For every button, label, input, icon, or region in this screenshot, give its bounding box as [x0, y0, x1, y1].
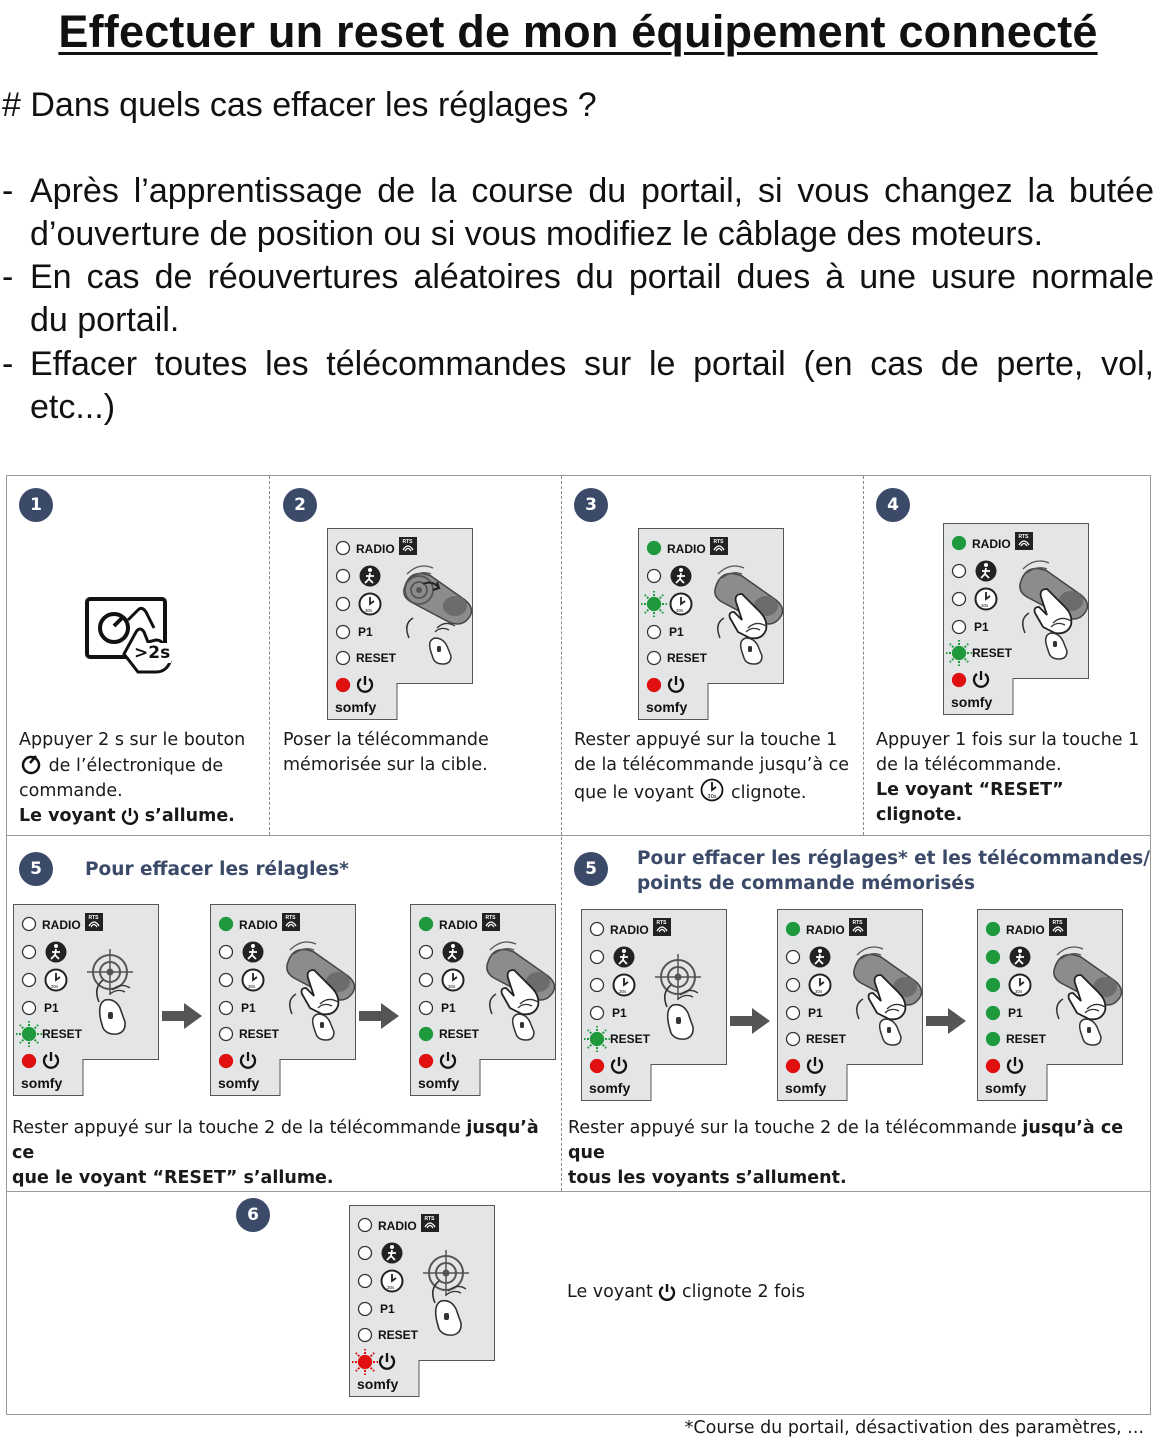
radio-label: RADIO — [378, 1219, 417, 1233]
timer-icon — [360, 594, 381, 615]
svg-text:RTS: RTS — [485, 915, 496, 921]
divider — [561, 476, 562, 1191]
svg-text:30s: 30s — [1015, 989, 1023, 994]
bullet-2-line-1: - En cas de réouvertures aléatoires du portail dues à une usure normale — [2, 258, 1154, 296]
reset-label: RESET — [378, 1328, 419, 1342]
radio-label: RADIO — [806, 923, 845, 937]
pedestrian-icon — [382, 1243, 403, 1264]
indicator-led — [359, 1303, 372, 1316]
step-4-caption: Appuyer 1 fois sur la touche 1 de la télécommande. Le voyant “RESET” clignote. — [876, 730, 1140, 825]
timer-icon — [810, 975, 831, 996]
indicator-led — [648, 598, 661, 611]
indicator-led — [220, 1002, 233, 1015]
indicator-led — [337, 542, 350, 555]
pedestrian-icon — [614, 947, 635, 968]
rts-logo — [85, 913, 103, 931]
indicator-led — [23, 918, 36, 931]
somfy-logo: somfy — [218, 1075, 260, 1091]
step-6-badge: 6 — [236, 1198, 270, 1232]
divider — [6, 1191, 1151, 1192]
rts-logo — [849, 918, 867, 936]
indicator-led — [787, 979, 800, 992]
control-panel-illustration — [638, 528, 784, 720]
indicator-led — [420, 1028, 433, 1041]
indicator-led — [337, 570, 350, 583]
indicator-led — [337, 652, 350, 665]
step-5a-heading: Pour effacer les rélagles* — [85, 859, 349, 880]
radio-label: RADIO — [972, 537, 1011, 551]
indicator-led — [220, 946, 233, 959]
reset-label: RESET — [356, 651, 397, 665]
timer-icon — [382, 1271, 403, 1292]
indicator-led — [648, 679, 661, 692]
power-icon — [658, 1283, 676, 1301]
step-5a-caption: Rester appuyé sur la touche 2 de la télécommande jusqu’à ce que le voyant “RESET” s’allume. — [12, 1118, 539, 1188]
indicator-led — [23, 1002, 36, 1015]
reset-label: RESET — [439, 1027, 480, 1041]
step-1-badge: 1 — [19, 488, 53, 522]
p1-label: P1 — [441, 1001, 456, 1015]
rts-logo — [482, 913, 500, 931]
divider — [6, 835, 1151, 836]
indicator-led — [953, 537, 966, 550]
p1-label: P1 — [612, 1006, 627, 1020]
indicator-led — [987, 951, 1000, 964]
indicator-led — [591, 1060, 604, 1073]
footnote: *Course du portail, désactivation des paramètres, ... — [684, 1418, 1144, 1438]
indicator-led — [420, 1002, 433, 1015]
indicator-led — [987, 1060, 1000, 1073]
divider — [863, 476, 864, 835]
indicator-led — [787, 1033, 800, 1046]
step-2-badge: 2 — [283, 488, 317, 522]
duration-badge: >2s — [134, 643, 171, 663]
reset-label: RESET — [610, 1032, 651, 1046]
reset-button-icon — [19, 753, 43, 775]
svg-text:RTS: RTS — [424, 1216, 435, 1222]
bullet-1-line-2: d’ouverture de position ou si vous modifiez le câblage des moteurs. — [30, 215, 1044, 253]
indicator-led — [787, 923, 800, 936]
p1-label: P1 — [241, 1001, 256, 1015]
arrow-right-icon — [162, 1003, 202, 1029]
p1-label: P1 — [1008, 1006, 1023, 1020]
pedestrian-icon — [243, 942, 264, 963]
svg-text:RTS: RTS — [713, 539, 724, 545]
timer-icon — [443, 970, 464, 991]
control-panel-illustration — [943, 523, 1089, 715]
indicator-led — [591, 951, 604, 964]
indicator-led — [648, 652, 661, 665]
step-4-badge: 4 — [876, 488, 910, 522]
indicator-led — [359, 1275, 372, 1288]
timer-icon — [1010, 975, 1031, 996]
indicator-led — [359, 1247, 372, 1260]
reset-label: RESET — [1006, 1032, 1047, 1046]
step-5b-heading: Pour effacer les réglages* et les télécommandes/ points de commande mémorisés — [637, 848, 1150, 894]
indicator-led — [359, 1219, 372, 1232]
indicator-led — [359, 1329, 372, 1342]
indicator-led — [953, 674, 966, 687]
somfy-logo: somfy — [646, 699, 688, 715]
rts-logo — [1015, 532, 1033, 550]
indicator-led — [987, 1033, 1000, 1046]
indicator-led — [420, 946, 433, 959]
radio-label: RADIO — [667, 542, 706, 556]
timer-icon — [243, 970, 264, 991]
svg-text:RTS: RTS — [1018, 534, 1029, 540]
svg-text:30s: 30s — [619, 989, 627, 994]
p1-label: P1 — [44, 1001, 59, 1015]
somfy-logo: somfy — [418, 1075, 460, 1091]
control-panel-illustration — [327, 528, 473, 720]
step-5b-caption: Rester appuyé sur la touche 2 de la télécommande jusqu’à ce que tous les voyants s’allument. — [568, 1118, 1124, 1188]
svg-text:30s: 30s — [248, 984, 256, 989]
indicator-led — [420, 974, 433, 987]
somfy-logo: somfy — [951, 694, 993, 710]
p1-label: P1 — [358, 625, 373, 639]
power-icon — [121, 807, 139, 825]
indicator-led — [420, 1055, 433, 1068]
radio-label: RADIO — [439, 918, 478, 932]
radio-label: RADIO — [356, 542, 395, 556]
button-press-icon — [84, 596, 180, 676]
somfy-logo: somfy — [21, 1075, 63, 1091]
indicator-led — [648, 626, 661, 639]
indicator-led — [420, 918, 433, 931]
somfy-logo: somfy — [785, 1080, 827, 1096]
control-panel-illustration — [210, 904, 356, 1096]
timer-icon — [46, 970, 67, 991]
svg-text:30s: 30s — [676, 608, 684, 613]
svg-text:30s: 30s — [365, 608, 373, 613]
indicator-led — [220, 918, 233, 931]
p1-label: P1 — [974, 620, 989, 634]
indicator-led — [787, 1007, 800, 1020]
timer-icon — [614, 975, 635, 996]
step-3-caption: Rester appuyé sur la touche 1 de la télécommande jusqu’à ce que le voyant 30s clignote. — [574, 730, 850, 803]
step-3-badge: 3 — [574, 488, 608, 522]
reset-label: RESET — [42, 1027, 83, 1041]
svg-text:30s: 30s — [448, 984, 456, 989]
indicator-led — [987, 923, 1000, 936]
radio-label: RADIO — [1006, 923, 1045, 937]
rts-logo — [282, 913, 300, 931]
indicator-led — [591, 1033, 604, 1046]
rts-logo — [1049, 918, 1067, 936]
page-title: Effectuer un reset de mon équipement connecté — [58, 6, 1098, 57]
svg-text:RTS: RTS — [852, 920, 863, 926]
svg-text:RTS: RTS — [88, 915, 99, 921]
step-5a-badge: 5 — [19, 852, 53, 886]
control-panel-illustration — [410, 904, 556, 1096]
control-panel-illustration — [581, 909, 727, 1101]
pedestrian-icon — [671, 566, 692, 587]
radio-label: RADIO — [610, 923, 649, 937]
indicator-led — [220, 1028, 233, 1041]
arrow-right-icon — [359, 1003, 399, 1029]
bullet-2-line-2: du portail. — [30, 301, 180, 339]
indicator-led — [591, 979, 604, 992]
svg-text:30s: 30s — [707, 794, 717, 800]
svg-text:30s: 30s — [51, 984, 59, 989]
bullet-3-line-2: etc...) — [30, 388, 116, 426]
p1-label: P1 — [380, 1302, 395, 1316]
indicator-led — [591, 1007, 604, 1020]
p1-label: P1 — [669, 625, 684, 639]
pedestrian-icon — [46, 942, 67, 963]
step-5b-badge: 5 — [574, 852, 608, 886]
indicator-led — [23, 1028, 36, 1041]
radio-label: RADIO — [42, 918, 81, 932]
arrow-right-icon — [730, 1008, 770, 1034]
svg-text:30s: 30s — [815, 989, 823, 994]
indicator-led — [23, 1055, 36, 1068]
svg-text:30s: 30s — [387, 1285, 395, 1290]
indicator-led — [953, 621, 966, 634]
indicator-led — [648, 542, 661, 555]
indicator-led — [787, 1060, 800, 1073]
somfy-logo: somfy — [335, 699, 377, 715]
pedestrian-icon — [443, 942, 464, 963]
rts-logo — [710, 537, 728, 555]
step-1-caption: Appuyer 2 s sur le bouton de l’électronique de commande. Le voyant s’allume. — [19, 730, 246, 826]
indicator-led — [987, 1007, 1000, 1020]
pedestrian-icon — [810, 947, 831, 968]
p1-label: P1 — [808, 1006, 823, 1020]
svg-text:30s: 30s — [981, 603, 989, 608]
somfy-logo: somfy — [357, 1376, 399, 1392]
pedestrian-icon — [360, 566, 381, 587]
indicator-led — [953, 593, 966, 606]
control-panel-illustration — [777, 909, 923, 1101]
indicator-led — [953, 565, 966, 578]
somfy-logo: somfy — [589, 1080, 631, 1096]
pedestrian-icon — [976, 561, 997, 582]
radio-label: RADIO — [239, 918, 278, 932]
indicator-led — [591, 923, 604, 936]
control-panel-illustration — [13, 904, 159, 1096]
rts-logo — [421, 1214, 439, 1232]
pedestrian-icon — [1010, 947, 1031, 968]
timer-icon — [976, 589, 997, 610]
reset-label: RESET — [972, 646, 1013, 660]
control-panel-illustration — [349, 1205, 495, 1397]
indicator-led — [220, 974, 233, 987]
step-6-caption: Le voyant clignote 2 fois — [567, 1282, 806, 1302]
svg-text:RTS: RTS — [285, 915, 296, 921]
step-2-caption: Poser la télécommande mémorisée sur la cible. — [283, 730, 489, 775]
bullet-1-line-1: - Après l’apprentissage de la course du portail, si vous changez la butée — [2, 172, 1154, 210]
section-question: # Dans quels cas effacer les réglages ? — [2, 86, 597, 124]
reset-label: RESET — [806, 1032, 847, 1046]
indicator-led — [987, 979, 1000, 992]
svg-text:RTS: RTS — [402, 539, 413, 545]
arrow-right-icon — [926, 1008, 966, 1034]
indicator-led — [648, 570, 661, 583]
indicator-led — [23, 946, 36, 959]
svg-text:RTS: RTS — [1052, 920, 1063, 926]
indicator-led — [953, 647, 966, 660]
timer-icon — [699, 778, 725, 802]
indicator-led — [337, 626, 350, 639]
reset-label: RESET — [667, 651, 708, 665]
indicator-led — [787, 951, 800, 964]
indicator-led — [337, 598, 350, 611]
indicator-led — [337, 679, 350, 692]
indicator-led — [359, 1356, 372, 1369]
control-panel-illustration — [977, 909, 1123, 1101]
bullet-3-line-1: - Effacer toutes les télécommandes sur le portail (en cas de perte, vol, — [2, 345, 1154, 383]
reset-label: RESET — [239, 1027, 280, 1041]
indicator-led — [23, 974, 36, 987]
svg-text:RTS: RTS — [656, 920, 667, 926]
rts-logo — [653, 918, 671, 936]
timer-icon — [671, 594, 692, 615]
rts-logo — [399, 537, 417, 555]
somfy-logo: somfy — [985, 1080, 1027, 1096]
divider — [269, 476, 270, 835]
indicator-led — [220, 1055, 233, 1068]
